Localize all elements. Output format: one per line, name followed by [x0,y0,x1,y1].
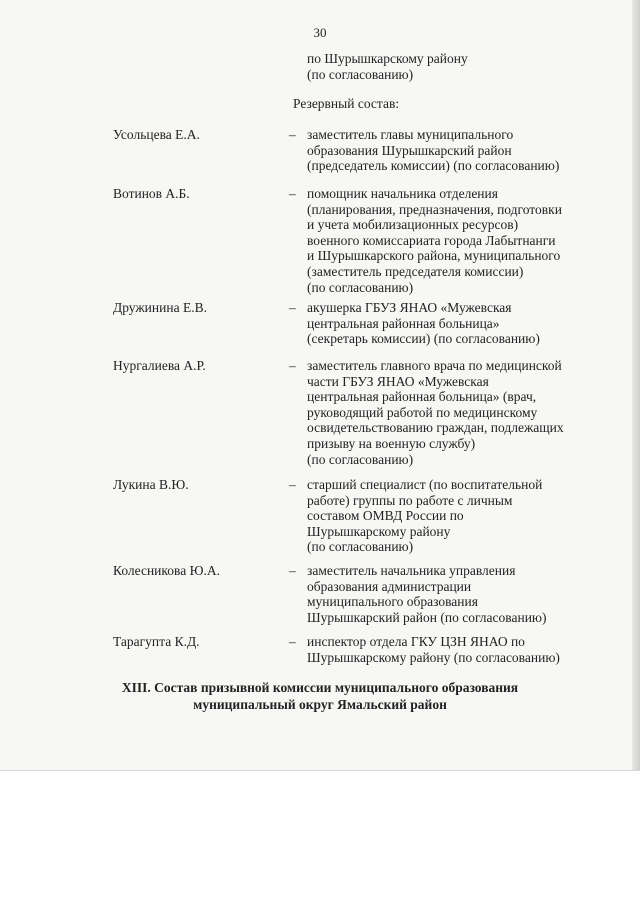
member-name: Тарагупта К.Д. [113,634,200,649]
role-line: Шурышкарскому району (по согласованию) [307,649,560,665]
role-line: заместитель главы муниципального [307,127,514,142]
role-line: заместитель главного врача по медицинской [307,358,562,373]
role-line: образования Шурышкарский район [307,142,512,158]
dash: – [289,563,296,578]
member-name: Дружинина Е.В. [113,300,207,315]
role-line: и учета мобилизационных ресурсов) [307,217,519,233]
role-line: образования администрации [307,578,472,594]
member-name: Колесникова Ю.А. [113,563,220,578]
dash: – [289,186,296,201]
dash: – [289,358,296,373]
role-line: части ГБУЗ ЯНАО «Мужевская [307,373,489,389]
section-title-line: XIII. Состав призывной комиссии муниципального образования [121,680,519,695]
role-line: старший специалист (по воспитательной [307,477,543,492]
member-role [307,186,607,295]
role-line: муниципального образования [307,594,478,610]
continuation-line: (по согласованию) [307,67,414,82]
role-line: Шурышкарский район (по согласованию) [307,609,547,625]
dash: – [289,300,296,315]
role-line: центральная районная больница» [307,315,500,331]
member-role [307,563,607,625]
role-line: (по согласованию) [307,539,414,555]
role-line: руководящий работой по медицинскому [307,404,538,420]
role-line: акушерка ГБУЗ ЯНАО «Мужевская [307,300,512,315]
role-line: военного комиссариата города Лабытнанги [307,232,556,248]
role-line: призыву на военную службу) [307,435,476,451]
continuation-line: по Шурышкарскому району [307,51,468,66]
member-role [307,358,607,467]
dash: – [289,634,296,649]
role-line: (по согласованию) [307,451,414,467]
role-line: освидетельствованию граждан, подлежащих [307,420,564,436]
role-line: (планирования, предназначения, подготовки [307,201,562,217]
role-line: (заместитель председателя комиссии) [307,263,524,279]
member-role [307,300,607,347]
member-name: Нургалиева А.Р. [113,358,206,373]
member-name: Лукина В.Ю. [113,477,189,492]
role-line: инспектор отдела ГКУ ЦЗН ЯНАО по [307,634,525,649]
dash: – [289,127,296,142]
role-line: (председатель комиссии) (по согласованию) [307,158,560,174]
role-line: работе) группы по работе с личным [307,492,513,508]
role-line: помощник начальника отделения [307,186,498,201]
member-role [307,127,607,174]
page-number: 30 [313,25,327,40]
scan-edge [632,0,640,770]
role-line: (по согласованию) [307,279,414,295]
role-line: центральная районная больница» (врач, [307,389,537,405]
member-name: Вотинов А.Б. [113,186,190,201]
reserve-heading: Резервный состав: [293,96,400,111]
member-role [307,634,607,665]
role-line: составом ОМВД России по [307,508,464,524]
section-title-line: муниципальный округ Ямальский район [193,697,447,712]
section-title [0,679,640,713]
role-line: и Шурышкарского района, муниципального [307,248,561,264]
member-role [307,477,607,555]
role-line: (секретарь комиссии) (по согласованию) [307,331,540,347]
member-name: Усольцева Е.А. [113,127,200,142]
continuation-text [307,51,468,83]
dash: – [289,477,296,492]
role-line: Шурышкарскому району [307,523,451,539]
role-line: заместитель начальника управления [307,563,516,578]
